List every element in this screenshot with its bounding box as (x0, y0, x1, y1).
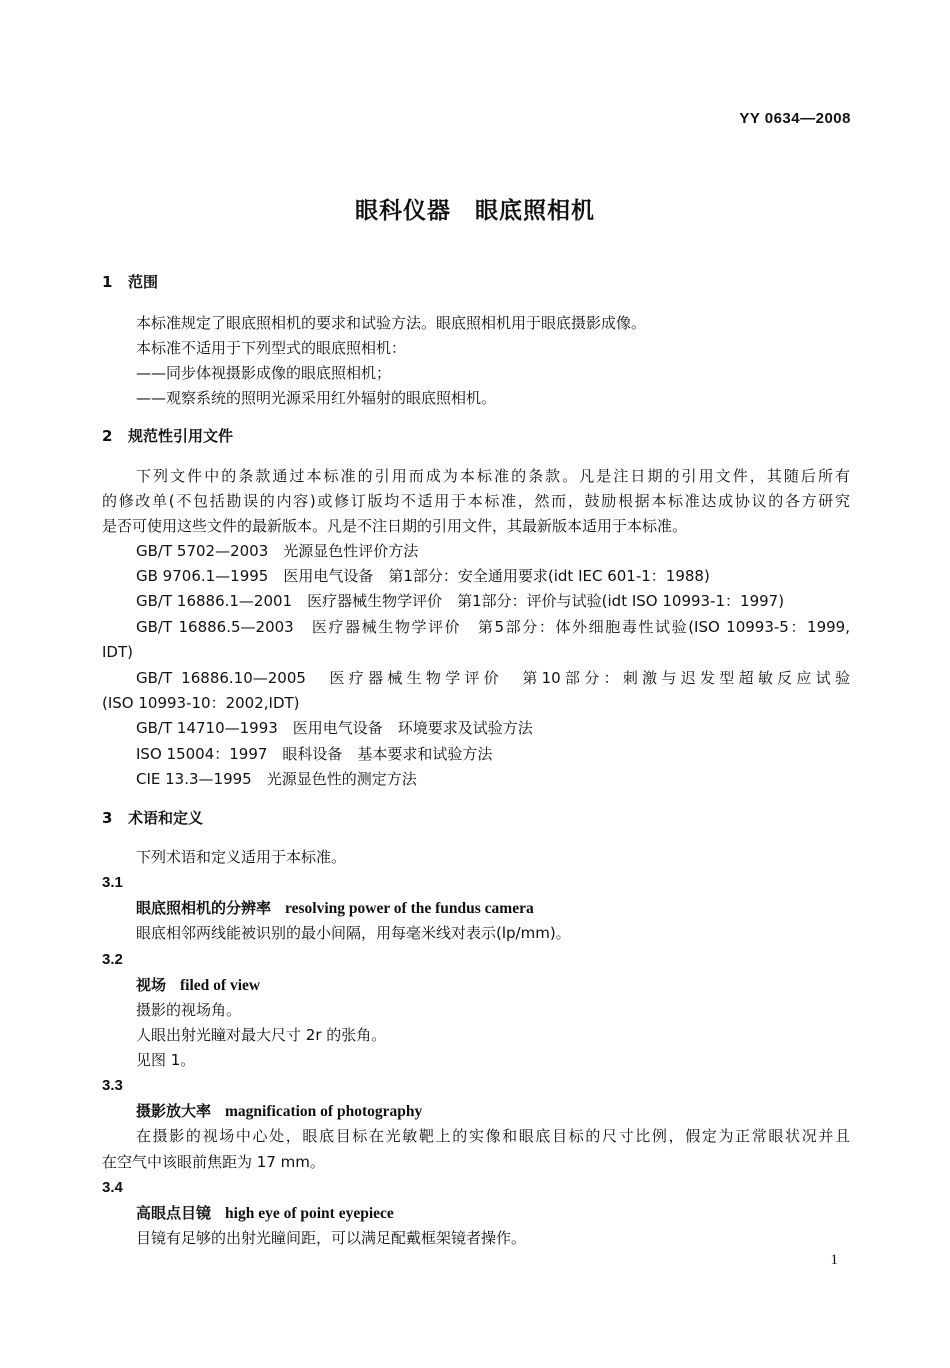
term-definition: 在空气中该眼前焦距为 17 mm。 (102, 1153, 325, 1171)
term-zh: 视场 (136, 976, 167, 994)
document-title: 眼科仪器 眼底照相机 (355, 198, 595, 224)
reference-item-continued: (ISO 10993-10：2002,IDT) (102, 694, 300, 712)
reference-item: GB 9706.1—1995 医用电气设备 第1部分：安全通用要求(idt IEC 601-1：1988) (136, 567, 710, 585)
term-definition: 眼底相邻两线能被识别的最小间隔，用每毫米线对表示(lp/mm)。 (136, 924, 571, 942)
term-entry (136, 898, 534, 919)
reference-item-continued: IDT) (102, 643, 133, 661)
term-en: resolving power of the fundus camera (285, 900, 534, 917)
term-entry (136, 1203, 394, 1224)
section-2-heading (102, 426, 233, 446)
section-number: 3 (102, 809, 113, 827)
section-title: 范围 (128, 273, 159, 291)
page-number: 1 (830, 1252, 838, 1268)
term-entry (136, 1101, 422, 1122)
paragraph-line: 的修改单(不包括勘误的内容)或修订版均不适用于本标准，然而，鼓励根据本标准达成协议的各方研究 (102, 492, 850, 510)
paragraph: 本标准不适用于下列型式的眼底照相机： (136, 339, 407, 357)
term-en: high eye of point eyepiece (225, 1205, 394, 1222)
term-definition: 在摄影的视场中心处，眼底目标在光敏靶上的实像和眼底目标的尺寸比例，假定为正常眼状况并且 (136, 1127, 850, 1145)
list-item: ——观察系统的照明光源采用红外辐射的眼底照相机。 (136, 389, 497, 407)
section-title: 规范性引用文件 (128, 427, 234, 445)
section-1-heading (102, 272, 158, 292)
term-definition: 摄影的视场角。 (136, 1001, 242, 1019)
reference-item: ISO 15004：1997 眼科设备 基本要求和试验方法 (136, 745, 493, 763)
clause-number: 3.4 (102, 1179, 123, 1196)
reference-item: GB/T 16886.5—2003 医疗器械生物学评价 第5部分：体外细胞毒性试验(ISO 10993-5：1999, (136, 618, 850, 636)
clause-number: 3.1 (102, 874, 123, 891)
section-number: 1 (102, 273, 113, 291)
paragraph: 下列术语和定义适用于本标准。 (136, 848, 347, 866)
term-zh: 高眼点目镜 (136, 1204, 212, 1222)
reference-item: CIE 13.3—1995 光源显色性的测定方法 (136, 770, 417, 788)
clause-number: 3.3 (102, 1077, 123, 1094)
reference-item: GB/T 5702—2003 光源显色性评价方法 (136, 542, 419, 560)
figure-reference: 见图 1。 (136, 1051, 196, 1069)
term-en: magnification of photography (225, 1103, 423, 1120)
paragraph-line: 是否可使用这些文件的最新版本。凡是不注日期的引用文件，其最新版本适用于本标准。 (102, 517, 688, 535)
reference-item: GB/T 16886.1—2001 医疗器械生物学评价 第1部分：评价与试验(idt ISO 10993-1：1997) (136, 592, 785, 610)
paragraph: 本标准规定了眼底照相机的要求和试验方法。眼底照相机用于眼底摄影成像。 (136, 314, 647, 332)
reference-item: GB/T 14710—1993 医用电气设备 环境要求及试验方法 (136, 719, 533, 737)
reference-item: GB/T 16886.10—2005 医疗器械生物学评价 第10部分：刺激与迟发型超敏反应试验 (136, 669, 850, 687)
list-item: ——同步体视摄影成像的眼底照相机； (136, 364, 392, 382)
term-definition: 人眼出射光瞳对最大尺寸 2r 的张角。 (136, 1026, 387, 1044)
term-entry (136, 975, 260, 996)
section-number: 2 (102, 427, 113, 445)
clause-number: 3.2 (102, 951, 123, 968)
paragraph-line: 下列文件中的条款通过本标准的引用而成为本标准的条款。凡是注日期的引用文件，其随后所有 (136, 467, 850, 485)
standard-code: YY 0634—2008 (739, 110, 851, 127)
term-zh: 眼底照相机的分辨率 (136, 899, 272, 917)
section-3-heading (102, 808, 203, 828)
term-definition: 目镜有足够的出射光瞳间距，可以满足配戴框架镜者操作。 (136, 1229, 527, 1247)
term-en: filed of view (180, 977, 261, 994)
term-zh: 摄影放大率 (136, 1102, 212, 1120)
section-title: 术语和定义 (128, 809, 204, 827)
